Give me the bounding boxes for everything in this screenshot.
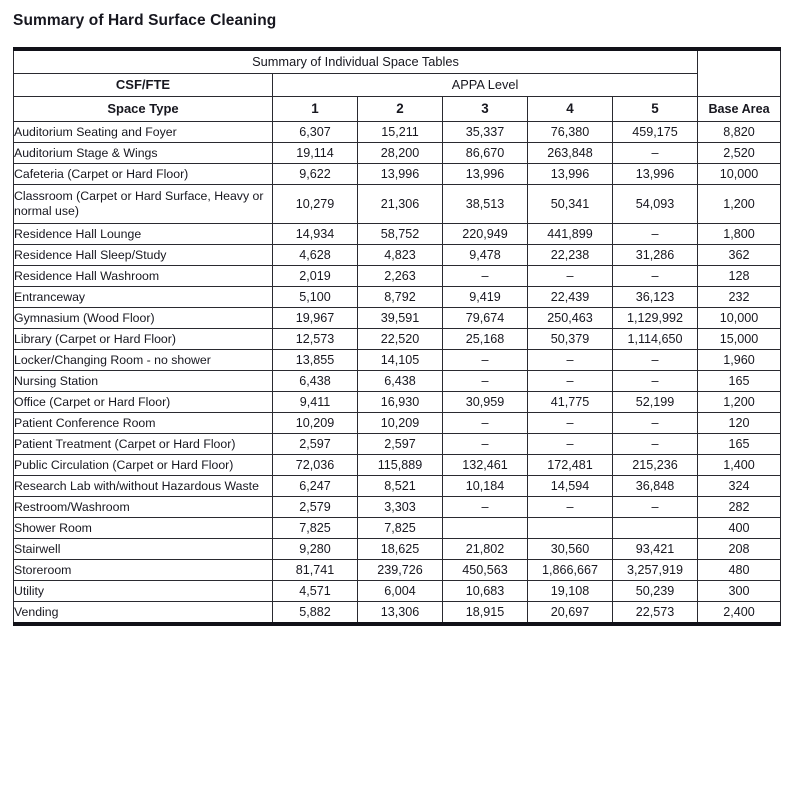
page-title: Summary of Hard Surface Cleaning — [13, 12, 277, 29]
cell-level-4: 250,463 — [528, 308, 613, 329]
cell-space-type: Library (Carpet or Hard Floor) — [14, 329, 273, 350]
cell-level-5: 50,239 — [613, 581, 698, 602]
cell-level-1: 9,411 — [273, 392, 358, 413]
cell-level-5: – — [613, 350, 698, 371]
cell-level-3: – — [443, 434, 528, 455]
cell-level-3 — [443, 518, 528, 539]
cell-level-1: 14,934 — [273, 224, 358, 245]
cell-level-2: 58,752 — [358, 224, 443, 245]
table-row — [14, 164, 781, 185]
cell-level-4: 22,439 — [528, 287, 613, 308]
cell-level-5: 459,175 — [613, 122, 698, 143]
cell-level-3: – — [443, 266, 528, 287]
cell-level-3: 220,949 — [443, 224, 528, 245]
cell-level-1: 2,579 — [273, 497, 358, 518]
header-appa-level: APPA Level — [273, 74, 698, 97]
cell-space-type: Utility — [14, 581, 273, 602]
cell-level-4: – — [528, 350, 613, 371]
cell-level-3: 25,168 — [443, 329, 528, 350]
header-row-appa — [14, 74, 781, 97]
cell-level-3: 450,563 — [443, 560, 528, 581]
cell-level-5: – — [613, 224, 698, 245]
table-row — [14, 122, 781, 143]
cell-base-area: 1,200 — [698, 185, 781, 224]
cell-level-5: 215,236 — [613, 455, 698, 476]
cell-space-type: Entranceway — [14, 287, 273, 308]
cell-base-area: 282 — [698, 497, 781, 518]
cell-level-5: 36,848 — [613, 476, 698, 497]
cell-space-type: Residence Hall Washroom — [14, 266, 273, 287]
cell-level-2: 3,303 — [358, 497, 443, 518]
cell-level-2: 28,200 — [358, 143, 443, 164]
cell-level-1: 4,571 — [273, 581, 358, 602]
cell-level-5: 36,123 — [613, 287, 698, 308]
header-space-type: Space Type — [14, 97, 273, 122]
cell-level-2: 13,306 — [358, 602, 443, 625]
cell-level-3: – — [443, 350, 528, 371]
cell-level-4: 20,697 — [528, 602, 613, 625]
cell-level-1: 6,438 — [273, 371, 358, 392]
table-row — [14, 329, 781, 350]
cell-level-2: 14,105 — [358, 350, 443, 371]
cell-level-2: 8,792 — [358, 287, 443, 308]
cell-level-3: – — [443, 497, 528, 518]
cell-level-5: – — [613, 143, 698, 164]
cell-level-5: 93,421 — [613, 539, 698, 560]
cell-space-type: Cafeteria (Carpet or Hard Floor) — [14, 164, 273, 185]
cell-space-type: Office (Carpet or Hard Floor) — [14, 392, 273, 413]
cell-base-area: 165 — [698, 371, 781, 392]
cell-space-type: Vending — [14, 602, 273, 625]
cell-level-1: 2,019 — [273, 266, 358, 287]
cell-base-area: 362 — [698, 245, 781, 266]
cell-level-2: 16,930 — [358, 392, 443, 413]
cell-base-area: 2,400 — [698, 602, 781, 625]
cell-base-area: 1,400 — [698, 455, 781, 476]
cell-level-3: 21,802 — [443, 539, 528, 560]
table-row — [14, 539, 781, 560]
table-row — [14, 413, 781, 434]
cell-level-2: 2,263 — [358, 266, 443, 287]
cell-level-1: 10,209 — [273, 413, 358, 434]
cell-level-5: 3,257,919 — [613, 560, 698, 581]
cell-level-1: 4,628 — [273, 245, 358, 266]
header-csf-fte: CSF/FTE — [14, 74, 273, 97]
cell-level-5: – — [613, 497, 698, 518]
cell-base-area: 2,520 — [698, 143, 781, 164]
table-row — [14, 245, 781, 266]
cell-base-area: 1,200 — [698, 392, 781, 413]
cell-base-area: 400 — [698, 518, 781, 539]
cell-level-2: 2,597 — [358, 434, 443, 455]
cell-base-area: 15,000 — [698, 329, 781, 350]
cell-level-1: 6,247 — [273, 476, 358, 497]
cell-level-3: 38,513 — [443, 185, 528, 224]
cell-level-4: 50,379 — [528, 329, 613, 350]
cell-level-1: 19,114 — [273, 143, 358, 164]
cell-level-4: 19,108 — [528, 581, 613, 602]
table-row — [14, 560, 781, 581]
cell-level-4: 441,899 — [528, 224, 613, 245]
cell-level-3: – — [443, 413, 528, 434]
cell-space-type: Classroom (Carpet or Hard Surface, Heavy or normal use) — [14, 185, 273, 224]
cell-level-1: 72,036 — [273, 455, 358, 476]
cell-base-area: 165 — [698, 434, 781, 455]
cell-level-5: 22,573 — [613, 602, 698, 625]
cell-level-2: 6,004 — [358, 581, 443, 602]
summary-of-individual-space-tables — [13, 47, 781, 626]
cell-space-type: Nursing Station — [14, 371, 273, 392]
cell-level-4: 22,238 — [528, 245, 613, 266]
cell-level-5: – — [613, 266, 698, 287]
cell-space-type: Locker/Changing Room - no shower — [14, 350, 273, 371]
header-corner-blank — [698, 49, 781, 97]
cell-level-1: 81,741 — [273, 560, 358, 581]
header-level-1: 1 — [273, 97, 358, 122]
table-row — [14, 308, 781, 329]
cell-level-1: 5,100 — [273, 287, 358, 308]
cell-space-type: Restroom/Washroom — [14, 497, 273, 518]
cell-level-5: – — [613, 434, 698, 455]
cell-level-1: 6,307 — [273, 122, 358, 143]
cell-level-4: – — [528, 371, 613, 392]
cell-level-5: 1,129,992 — [613, 308, 698, 329]
cell-level-5: 52,199 — [613, 392, 698, 413]
cell-base-area: 1,800 — [698, 224, 781, 245]
header-base-area: Base Area — [698, 97, 781, 122]
cell-level-5 — [613, 518, 698, 539]
cell-level-4: 172,481 — [528, 455, 613, 476]
cell-level-1: 9,622 — [273, 164, 358, 185]
cell-base-area: 208 — [698, 539, 781, 560]
cell-space-type: Public Circulation (Carpet or Hard Floor) — [14, 455, 273, 476]
cell-level-4: 13,996 — [528, 164, 613, 185]
cell-level-2: 22,520 — [358, 329, 443, 350]
table-row — [14, 434, 781, 455]
cell-base-area: 324 — [698, 476, 781, 497]
table-row — [14, 476, 781, 497]
cell-level-5: 1,114,650 — [613, 329, 698, 350]
cell-level-3: 132,461 — [443, 455, 528, 476]
header-level-2: 2 — [358, 97, 443, 122]
cell-level-1: 7,825 — [273, 518, 358, 539]
cell-space-type: Research Lab with/without Hazardous Waste — [14, 476, 273, 497]
cell-level-2: 4,823 — [358, 245, 443, 266]
cell-level-2: 13,996 — [358, 164, 443, 185]
cell-level-3: 35,337 — [443, 122, 528, 143]
table-row — [14, 518, 781, 539]
cell-level-1: 12,573 — [273, 329, 358, 350]
table-header — [14, 49, 781, 122]
cell-level-3: 30,959 — [443, 392, 528, 413]
table-row — [14, 185, 781, 224]
cell-space-type: Auditorium Seating and Foyer — [14, 122, 273, 143]
cell-space-type: Residence Hall Sleep/Study — [14, 245, 273, 266]
cell-level-2: 39,591 — [358, 308, 443, 329]
cell-level-2: 18,625 — [358, 539, 443, 560]
cell-level-3: 9,478 — [443, 245, 528, 266]
summary-table-container — [13, 47, 780, 626]
group-header-summary-of-individual-space-tables: Summary of Individual Space Tables — [14, 49, 698, 74]
cell-level-5: 54,093 — [613, 185, 698, 224]
cell-level-2: 6,438 — [358, 371, 443, 392]
cell-level-2: 10,209 — [358, 413, 443, 434]
table-row — [14, 266, 781, 287]
cell-space-type: Auditorium Stage & Wings — [14, 143, 273, 164]
cell-level-3: 10,683 — [443, 581, 528, 602]
cell-space-type: Residence Hall Lounge — [14, 224, 273, 245]
cell-level-4: – — [528, 413, 613, 434]
table-row — [14, 143, 781, 164]
cell-base-area: 10,000 — [698, 164, 781, 185]
cell-space-type: Storeroom — [14, 560, 273, 581]
table-row — [14, 455, 781, 476]
table-row — [14, 350, 781, 371]
table-row — [14, 497, 781, 518]
cell-level-4: 263,848 — [528, 143, 613, 164]
cell-base-area: 232 — [698, 287, 781, 308]
cell-level-4: – — [528, 434, 613, 455]
cell-level-5: 13,996 — [613, 164, 698, 185]
cell-level-3: 10,184 — [443, 476, 528, 497]
cell-level-4: 30,560 — [528, 539, 613, 560]
cell-space-type: Shower Room — [14, 518, 273, 539]
cell-base-area: 10,000 — [698, 308, 781, 329]
cell-level-3: – — [443, 371, 528, 392]
cell-base-area: 8,820 — [698, 122, 781, 143]
table-row — [14, 287, 781, 308]
cell-level-1: 2,597 — [273, 434, 358, 455]
table-row — [14, 224, 781, 245]
cell-level-3: 9,419 — [443, 287, 528, 308]
cell-base-area: 120 — [698, 413, 781, 434]
cell-base-area: 1,960 — [698, 350, 781, 371]
table-row — [14, 581, 781, 602]
cell-base-area: 128 — [698, 266, 781, 287]
cell-level-5: – — [613, 413, 698, 434]
cell-level-1: 13,855 — [273, 350, 358, 371]
cell-level-2: 115,889 — [358, 455, 443, 476]
cell-level-3: 86,670 — [443, 143, 528, 164]
cell-level-4: 14,594 — [528, 476, 613, 497]
cell-level-2: 8,521 — [358, 476, 443, 497]
cell-level-4: 1,866,667 — [528, 560, 613, 581]
header-level-4: 4 — [528, 97, 613, 122]
cell-level-4: 41,775 — [528, 392, 613, 413]
cell-level-3: 18,915 — [443, 602, 528, 625]
cell-level-2: 15,211 — [358, 122, 443, 143]
header-level-5: 5 — [613, 97, 698, 122]
cell-level-5: 31,286 — [613, 245, 698, 266]
cell-level-5: – — [613, 371, 698, 392]
cell-level-2: 21,306 — [358, 185, 443, 224]
cell-space-type: Patient Conference Room — [14, 413, 273, 434]
table-body — [14, 122, 781, 625]
cell-level-4: 76,380 — [528, 122, 613, 143]
table-row — [14, 602, 781, 625]
header-row-group — [14, 49, 781, 74]
cell-level-1: 19,967 — [273, 308, 358, 329]
cell-level-4: – — [528, 266, 613, 287]
cell-space-type: Stairwell — [14, 539, 273, 560]
header-row-columns — [14, 97, 781, 122]
cell-level-4 — [528, 518, 613, 539]
cell-level-2: 239,726 — [358, 560, 443, 581]
cell-space-type: Patient Treatment (Carpet or Hard Floor) — [14, 434, 273, 455]
table-row — [14, 371, 781, 392]
header-level-3: 3 — [443, 97, 528, 122]
cell-level-3: 13,996 — [443, 164, 528, 185]
cell-level-3: 79,674 — [443, 308, 528, 329]
cell-level-2: 7,825 — [358, 518, 443, 539]
cell-level-4: – — [528, 497, 613, 518]
cell-space-type: Gymnasium (Wood Floor) — [14, 308, 273, 329]
cell-base-area: 300 — [698, 581, 781, 602]
cell-level-1: 9,280 — [273, 539, 358, 560]
table-row — [14, 392, 781, 413]
cell-level-4: 50,341 — [528, 185, 613, 224]
cell-level-1: 10,279 — [273, 185, 358, 224]
cell-base-area: 480 — [698, 560, 781, 581]
cell-level-1: 5,882 — [273, 602, 358, 625]
